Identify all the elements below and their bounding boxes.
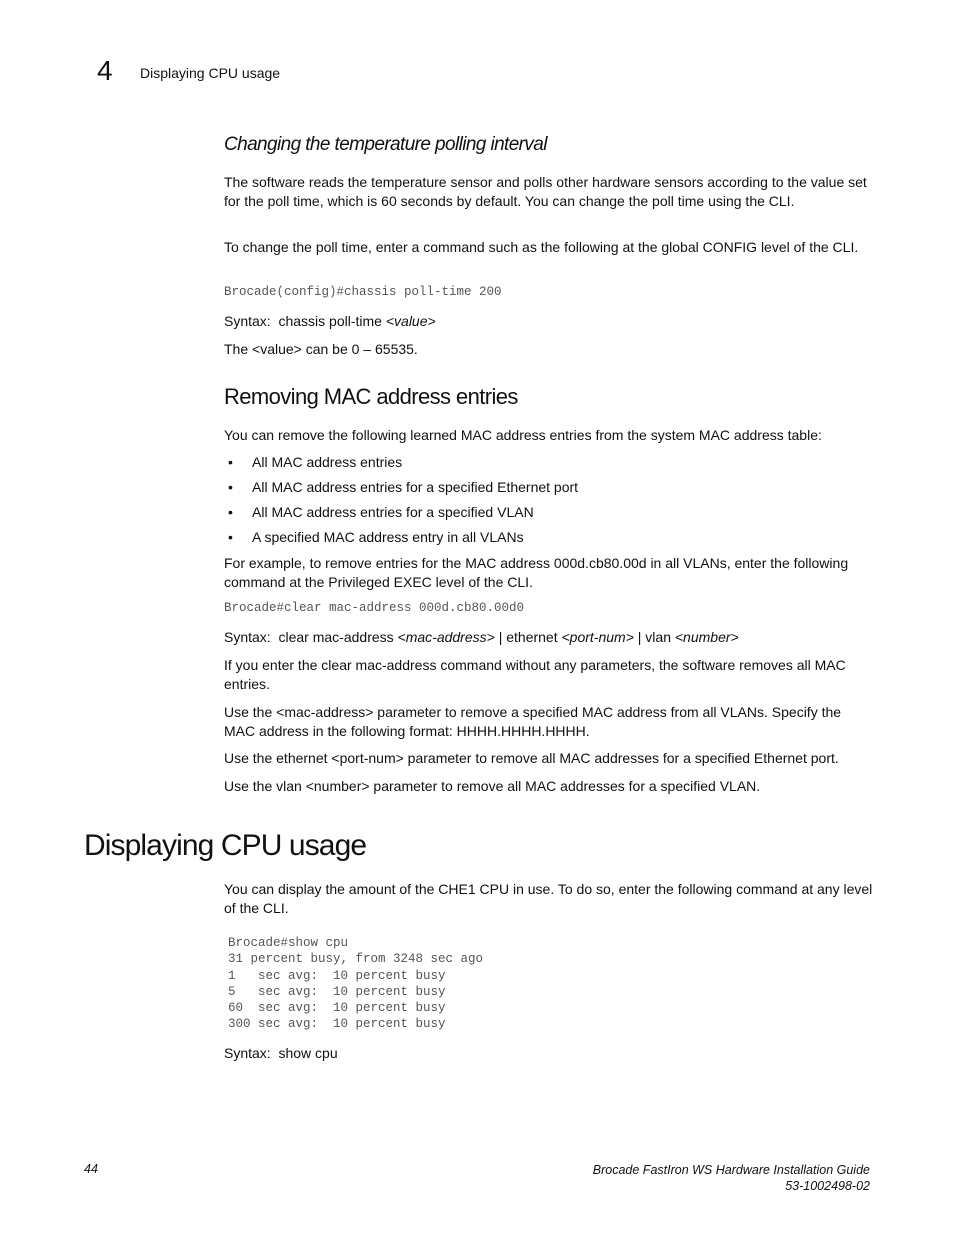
code-line: 31 percent busy, from 3248 sec ago bbox=[228, 952, 484, 967]
code-line: 1 sec avg: 10 percent busy bbox=[228, 968, 446, 983]
text: If you enter the bbox=[224, 657, 322, 673]
syntax-argument: <value> bbox=[385, 313, 436, 329]
mac-example: For example, to remove entries for the MAC address 000d.cb80.00d in all VLANs, enter the following command at the Privileged EXEC level of the CLI. bbox=[224, 555, 849, 590]
mac-syntax bbox=[224, 628, 874, 647]
bullet-item: A specified MAC address entry in all VLANs bbox=[252, 529, 524, 545]
syntax-arg-port: <port-num> bbox=[561, 629, 634, 645]
text: command without any parameters, the software removes all MAC entries. bbox=[224, 657, 846, 692]
code-line: 300 sec avg: 10 percent busy bbox=[228, 1017, 446, 1032]
mac-paragraph-4 bbox=[224, 777, 874, 796]
running-title: Displaying CPU usage bbox=[140, 65, 281, 81]
poll-value-note: The <value> can be 0 – 65535. bbox=[224, 341, 418, 357]
bullet-item: All MAC address entries bbox=[252, 454, 403, 470]
mac-paragraph-2: Use the <mac-address> parameter to remove a specified MAC address from all VLANs. Specify the MAC address in the following format: HHHH.HHHH.HHHH. bbox=[224, 704, 842, 739]
page-number: 44 bbox=[84, 1162, 98, 1176]
bullet-glyph: • bbox=[228, 479, 233, 495]
poll-paragraph-2: To change the poll time, enter a command such as the following at the global CONFIG level of the CLI. bbox=[224, 239, 859, 255]
syntax-command: clear mac-address bbox=[278, 629, 394, 645]
poll-paragraph-1: The software reads the temperature sensor and polls other hardware sensors according to the value set for the poll time, which is 60 seconds by default. You can change the poll time using the CLI. bbox=[224, 174, 867, 209]
syntax-arg-number: <number> bbox=[674, 629, 739, 645]
code-line: 5 sec avg: 10 percent busy bbox=[228, 984, 446, 999]
syntax-label: Syntax: bbox=[224, 629, 271, 645]
poll-syntax bbox=[224, 312, 874, 331]
heading-remove-mac: Removing MAC address entries bbox=[224, 384, 518, 409]
text: <number> parameter to remove all MAC addresses for a specified VLAN. bbox=[301, 778, 761, 794]
poll-code: Brocade(config)#chassis poll-time 200 bbox=[224, 285, 502, 299]
doc-number: 53-1002498-02 bbox=[785, 1179, 870, 1193]
cpu-syntax bbox=[224, 1044, 874, 1063]
syntax-arg-mac: <mac-address> bbox=[397, 629, 495, 645]
mac-intro: You can remove the following learned MAC address entries from the system MAC address table: bbox=[224, 427, 822, 443]
code-line: 60 sec avg: 10 percent busy bbox=[228, 1001, 446, 1016]
bullet-item: All MAC address entries for a specified VLAN bbox=[252, 504, 534, 520]
syntax-label: Syntax: bbox=[224, 1045, 271, 1061]
command-name: ethernet bbox=[276, 750, 328, 766]
code-line: Brocade#show cpu bbox=[228, 936, 349, 950]
text: Use the bbox=[224, 750, 277, 766]
text: Use the bbox=[224, 778, 277, 794]
bullet-item: All MAC address entries for a specified Ethernet port bbox=[252, 479, 579, 495]
command-name: vlan bbox=[276, 778, 302, 794]
bullet-glyph: • bbox=[228, 454, 233, 470]
mac-code: Brocade#clear mac-address 000d.cb80.00d0 bbox=[224, 601, 525, 615]
command-name: clear mac-address bbox=[321, 657, 437, 673]
syntax-label: Syntax: bbox=[224, 313, 271, 329]
bullet-glyph: • bbox=[228, 529, 233, 545]
chapter-number: 4 bbox=[97, 55, 113, 86]
heading-cpu-usage: Displaying CPU usage bbox=[84, 829, 367, 862]
mac-paragraph-1 bbox=[224, 656, 874, 693]
cpu-intro: You can display the amount of the CHE1 CPU in use. To do so, enter the following command at any level of the CLI. bbox=[224, 881, 873, 916]
bullet-glyph: • bbox=[228, 504, 233, 520]
guide-title: Brocade FastIron WS Hardware Installation Guide bbox=[592, 1163, 870, 1177]
syntax-command: chassis poll-time bbox=[278, 313, 382, 329]
footer-guide bbox=[593, 1162, 870, 1194]
syntax-keyword-vlan: | vlan bbox=[637, 629, 671, 645]
heading-poll-interval: Changing the temperature polling interval bbox=[224, 134, 547, 155]
text: <port-num> parameter to remove all MAC addresses for a specified Ethernet port. bbox=[327, 750, 839, 766]
syntax-command: show cpu bbox=[278, 1045, 338, 1061]
mac-paragraph-3 bbox=[224, 749, 874, 768]
syntax-keyword-ethernet: | ethernet bbox=[498, 629, 558, 645]
cpu-code-block bbox=[228, 935, 483, 1033]
